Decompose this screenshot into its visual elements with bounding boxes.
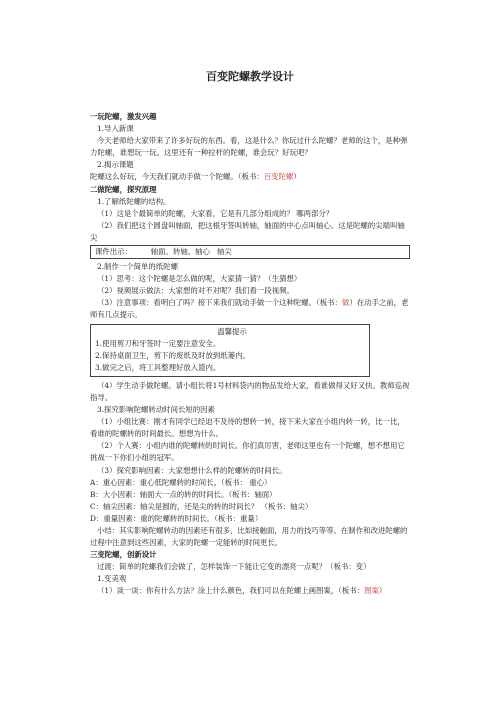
tip-item: 3.做完之后，将工具整理好放入篮内。 xyxy=(95,362,221,372)
subheading: 1.导入新课 xyxy=(97,124,134,134)
document-body xyxy=(90,111,410,598)
tip-item: 1.使用剪刀和牙签时一定要注意安全。 xyxy=(95,338,221,348)
factor-item: A：重心因素：重心低陀螺转的时间长。（板书： 重心） xyxy=(90,477,272,487)
paragraph: （1）思考：这个陀螺是怎么做的呢，大家猜一猜？（生猜想） xyxy=(97,274,302,284)
subheading: 2.制作一个简单的纸陀螺 xyxy=(97,262,178,272)
courseware-box xyxy=(90,245,410,259)
subheading: 1.变美观 xyxy=(97,574,127,584)
tips-box xyxy=(90,324,370,377)
paragraph: （3）探究影响因素：大家想想什么样的陀螺转的时间长。 xyxy=(97,465,287,475)
factor-item: C：轴尖因素：轴尖是圆的，还是尖的转的时间长？ （板书：轴尖） xyxy=(90,501,313,511)
text: ）在动手之前，老师有几点提示。 xyxy=(90,298,409,320)
tip-item: 2.保持桌面卫生，剪下的废纸及时放到纸篓内。 xyxy=(95,350,250,360)
section-heading: 二做陀螺，探究原理 xyxy=(90,184,157,194)
paragraph: （1）这是个最简单的陀螺，大家看，它是有几部分组成的？ 哪两部分？ xyxy=(97,208,334,218)
paragraph: 过渡：简单的陀螺我们会做了，怎样装饰一下能让它变的漂亮一点呢？（板书：变） xyxy=(97,562,371,572)
paragraph: （2）我们把这个圆盘叫轴面，把这根牙签叫转轴，轴面的中心点叫轴心。这是陀螺的尖端叫轴尖 xyxy=(90,220,405,242)
subheading: 2.揭示课题 xyxy=(97,160,134,170)
box-label: 课件出示： xyxy=(95,247,132,257)
section-heading: 三变陀螺，创新设计 xyxy=(90,550,157,560)
board-note: 图案 xyxy=(364,586,379,596)
board-note: 做 xyxy=(341,298,350,308)
factor-item: B：大小因素：轴面大一点的转的时间长。（板书：轴面） xyxy=(90,489,277,499)
tips-title: 温馨提示 xyxy=(217,326,247,336)
text: （1）谈一谈：你有什么方法？涂上什么颜色，我们可以在陀螺上画图案，（板书： xyxy=(97,586,365,596)
paragraph: （1）小组比赛：刚才有同学已经迫不及待的想转一转，接下来大家在小组内转一转，比一比，看谁的陀螺转的时间最长。想想为什么。 xyxy=(90,417,405,439)
text: （3）注意事项：看明白了吗？接下来我们就动手做一个这种陀螺。（板书： xyxy=(97,298,342,308)
paragraph: （4）学生动手做陀螺。请小组长将1号材料袋内的物品发给大家，看谁做得又好又快。教师巡视指导。 xyxy=(90,380,410,402)
subheading: 1.了解纸陀螺的结构。 xyxy=(97,196,171,206)
box-items: 轴面、转轴、轴心 轴尖 xyxy=(150,247,232,257)
factor-item: D：重量因素：重的陀螺转的时间长。（板书：重量） xyxy=(90,513,263,523)
paragraph: （2）个人赛：小组内谁的陀螺转的时间长。你们真厉害，老师这里也有一个陀螺，想不想用它挑战一下你们小组的冠军。 xyxy=(90,441,405,463)
board-note: 百变陀螺 xyxy=(263,172,294,182)
paragraph: （2）视频展示做法：大家想的对不对呢？我们看一段视频。 xyxy=(97,286,294,296)
subheading: 3.探究影响陀螺转动时间长短的因素 xyxy=(97,405,215,415)
text: ） xyxy=(378,586,387,596)
paragraph: 今天老师给大家带来了许多好玩的东西。看，这是什么？你玩过什么陀螺？老师的这个，是种弹力陀螺，谁想玩一玩。这里还有一种拉杆的陀螺，谁会玩？好玩吧？ xyxy=(90,136,408,158)
text: ） xyxy=(293,172,301,182)
summary-paragraph: 小结：其实影响陀螺转动的因素还有很多，比如接触面，用力的技巧等等。在制作和改进陀螺的过程中注意到这些因素，大家的陀螺一定能转的时间更长。 xyxy=(90,526,408,548)
page-title: 百变陀螺教学设计 xyxy=(206,70,294,83)
section-heading: 一玩陀螺，激发兴趣 xyxy=(90,112,157,121)
paragraph xyxy=(90,585,410,597)
text: 陀螺这么好玩，今天我们就动手做一个陀螺。（板书： xyxy=(90,172,264,182)
paragraph xyxy=(90,171,410,183)
paragraph xyxy=(90,297,410,321)
